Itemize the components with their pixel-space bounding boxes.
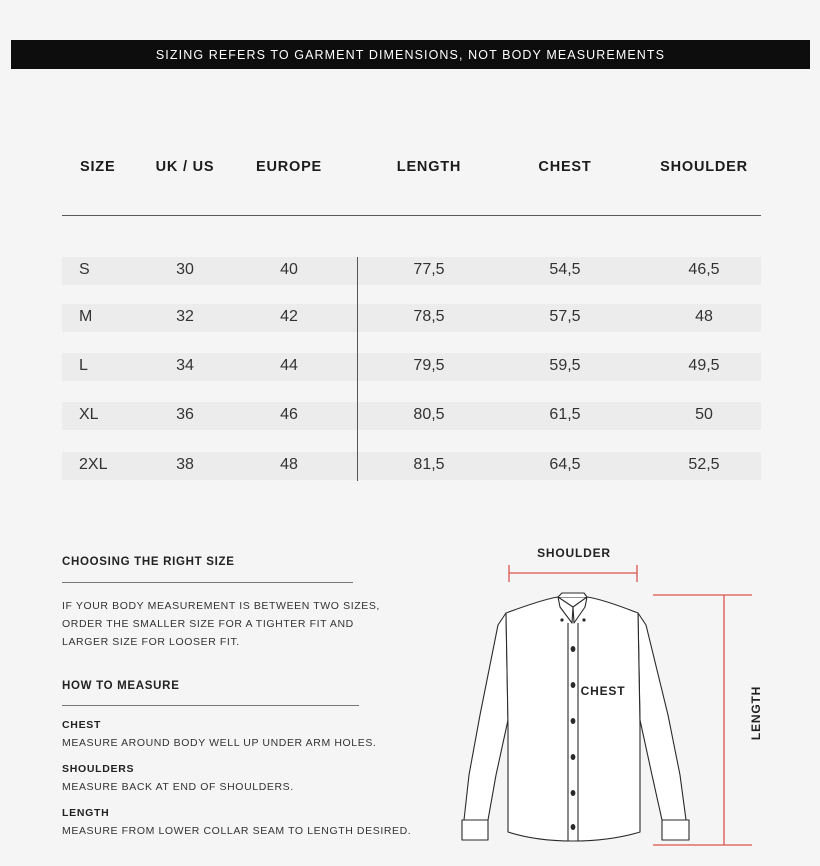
- cell-size: XL: [79, 406, 99, 423]
- cell-uk-us: 36: [176, 406, 194, 423]
- cell-chest: 64,5: [549, 456, 581, 473]
- cell-shoulder: 52,5: [688, 456, 720, 473]
- measure-shoulders-label: SHOULDERS: [62, 763, 135, 775]
- table-row: [62, 304, 761, 332]
- header-divider: [62, 215, 761, 216]
- table-row: [62, 452, 761, 480]
- table-column-divider: [357, 257, 358, 481]
- sizing-notice-banner: [11, 40, 810, 69]
- table-row: [62, 257, 761, 285]
- table-row: [62, 353, 761, 381]
- cell-size: 2XL: [79, 456, 108, 473]
- banner-text: SIZING REFERS TO GARMENT DIMENSIONS, NOT BODY MEASUREMENTS: [155, 47, 666, 62]
- cell-europe: 48: [280, 456, 298, 473]
- cell-length: 78,5: [413, 308, 445, 325]
- header-length: LENGTH: [396, 159, 462, 175]
- measure-chest-label: CHEST: [62, 719, 102, 731]
- header-europe: EUROPE: [255, 159, 323, 175]
- cell-europe: 40: [280, 261, 298, 278]
- choosing-line: IF YOUR BODY MEASUREMENT IS BETWEEN TWO SIZES,: [62, 600, 380, 612]
- cell-chest: 61,5: [549, 406, 581, 423]
- cell-shoulder: 49,5: [688, 357, 720, 374]
- header-shoulder: SHOULDER: [660, 159, 748, 175]
- cell-size: L: [79, 357, 88, 374]
- section-divider: [62, 582, 353, 583]
- cell-shoulder: 48: [695, 308, 713, 325]
- choosing-line: LARGER SIZE FOR LOOSER FIT.: [62, 636, 240, 648]
- cell-chest: 57,5: [549, 308, 581, 325]
- length-label: LENGTH: [749, 685, 763, 741]
- cell-europe: 42: [280, 308, 298, 325]
- chest-label: CHEST: [580, 684, 626, 698]
- cell-uk-us: 38: [176, 456, 194, 473]
- cell-length: 79,5: [413, 357, 445, 374]
- cell-length: 80,5: [413, 406, 445, 423]
- table-row: [62, 402, 761, 430]
- cell-size: M: [79, 308, 93, 325]
- cell-length: 81,5: [413, 456, 445, 473]
- cell-chest: 54,5: [549, 261, 581, 278]
- cell-uk-us: 30: [176, 261, 194, 278]
- cell-chest: 59,5: [549, 357, 581, 374]
- cell-shoulder: 46,5: [688, 261, 720, 278]
- measure-length-label: LENGTH: [62, 807, 110, 819]
- cell-europe: 44: [280, 357, 298, 374]
- header-size: SIZE: [80, 159, 116, 175]
- shoulder-label: SHOULDER: [537, 546, 611, 560]
- shirt-measurement-diagram: [440, 535, 820, 866]
- measure-shoulders-text: MEASURE BACK AT END OF SHOULDERS.: [62, 781, 294, 793]
- measure-length-text: MEASURE FROM LOWER COLLAR SEAM TO LENGTH DESIRED.: [62, 825, 412, 837]
- cell-uk-us: 34: [176, 357, 194, 374]
- header-uk-us: UK / US: [155, 159, 215, 175]
- header-chest: CHEST: [538, 159, 592, 175]
- how-to-measure-title: HOW TO MEASURE: [62, 680, 180, 692]
- cell-europe: 46: [280, 406, 298, 423]
- cell-size: S: [79, 261, 90, 278]
- choosing-line: ORDER THE SMALLER SIZE FOR A TIGHTER FIT AND: [62, 618, 354, 630]
- choosing-size-text: [62, 597, 380, 651]
- section-divider: [62, 705, 359, 706]
- cell-uk-us: 32: [176, 308, 194, 325]
- choosing-size-title: CHOOSING THE RIGHT SIZE: [62, 556, 235, 568]
- shirt-outline: [462, 593, 689, 841]
- cell-shoulder: 50: [695, 406, 713, 423]
- cell-length: 77,5: [413, 261, 445, 278]
- measure-chest-text: MEASURE AROUND BODY WELL UP UNDER ARM HOLES.: [62, 737, 377, 749]
